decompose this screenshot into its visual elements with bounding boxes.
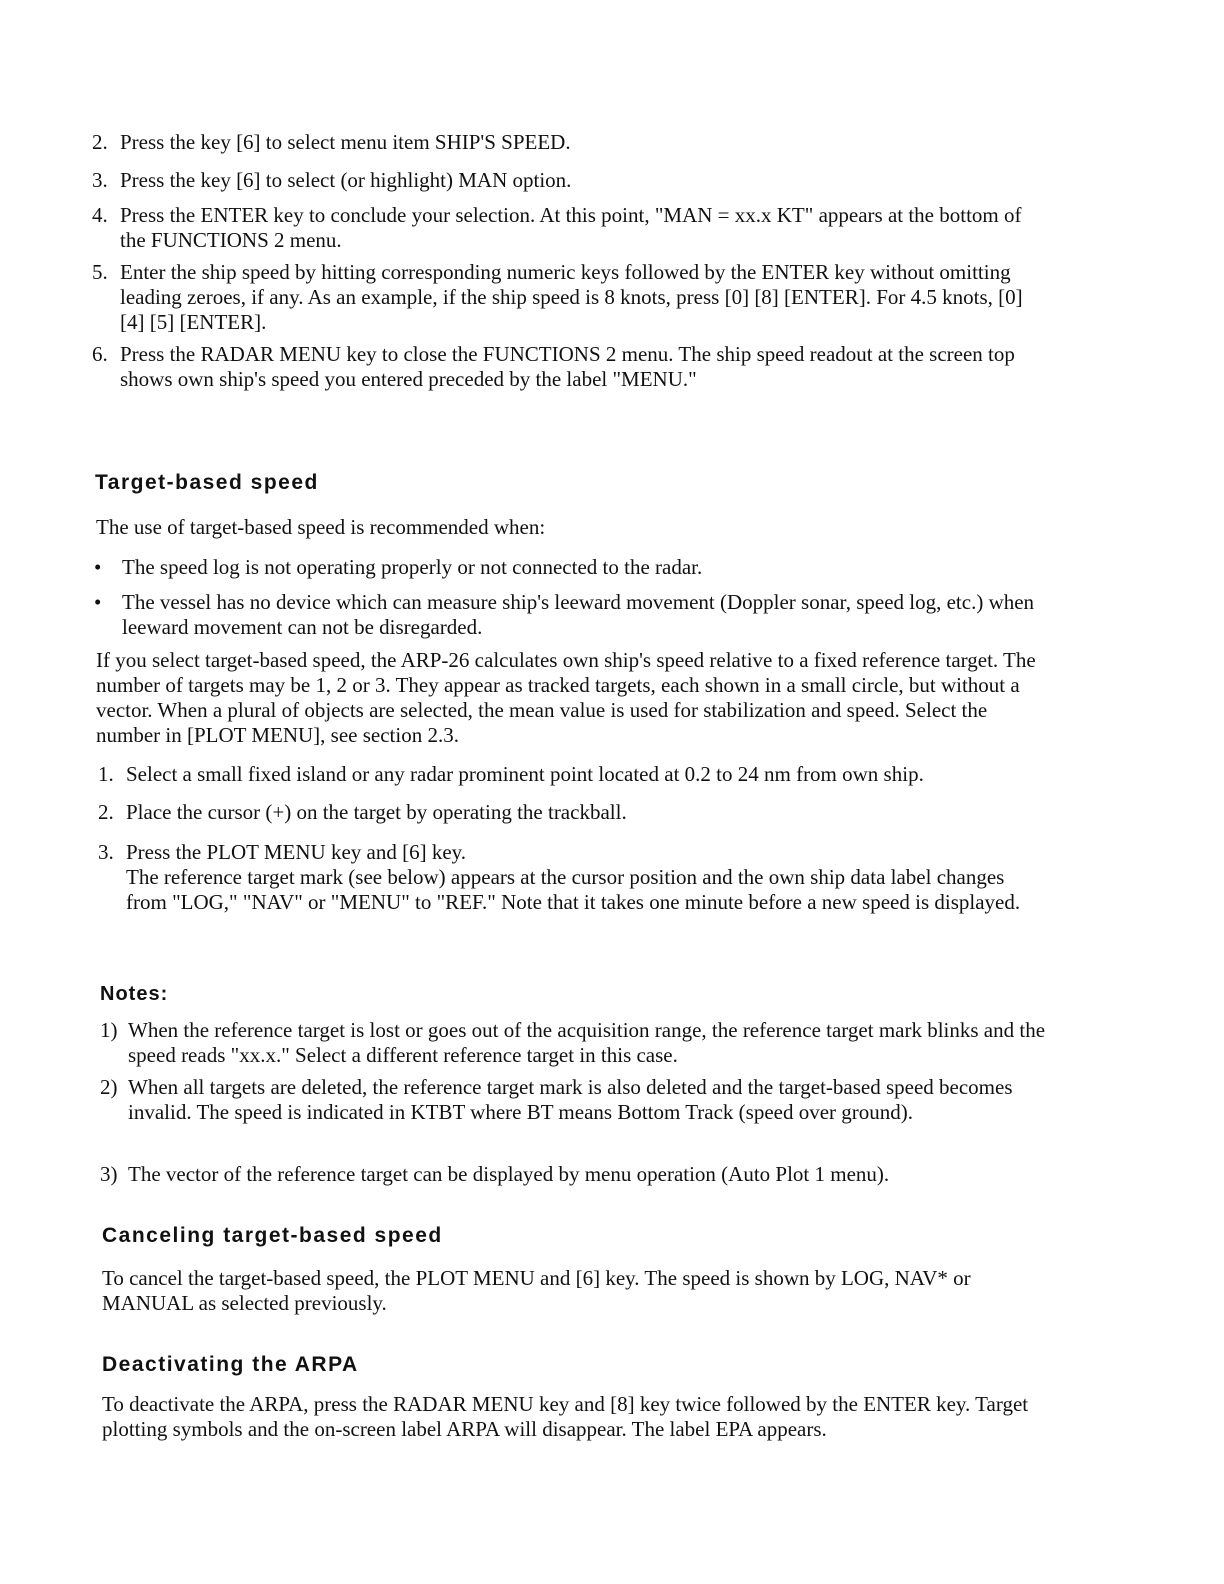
step-number: 5. bbox=[92, 260, 108, 284]
step-text: Select a small fixed island or any radar prominent point located at 0.2 to 24 nm from own ship. bbox=[126, 762, 924, 786]
note-number: 1) bbox=[100, 1018, 118, 1042]
step-text: Place the cursor (+) on the target by operating the trackball. bbox=[126, 800, 627, 824]
notes-heading: Notes: bbox=[100, 983, 169, 1005]
step-number: 3. bbox=[92, 168, 108, 192]
step-number: 3. bbox=[98, 840, 114, 864]
note-3 bbox=[100, 1162, 1050, 1187]
note-number: 2) bbox=[100, 1075, 118, 1099]
step-number: 2. bbox=[92, 130, 108, 154]
note-text: The vector of the reference target can be displayed by menu operation (Auto Plot 1 menu). bbox=[128, 1162, 890, 1186]
step-text: Press the PLOT MENU key and [6] key. bbox=[126, 840, 467, 864]
target-step-3 bbox=[98, 840, 1048, 915]
step-4 bbox=[92, 203, 1042, 253]
step-2 bbox=[92, 130, 1042, 155]
step-text: Press the key [6] to select menu item SHIP'S SPEED. bbox=[120, 130, 571, 154]
bullet-item bbox=[92, 555, 1042, 580]
bullet-item bbox=[92, 590, 1042, 640]
note-text: When all targets are deleted, the reference target mark is also deleted and the target-based speed becomes invalid. The speed is indicated in KTBT where BT means Bottom Track (speed over ground). bbox=[128, 1075, 1013, 1124]
deactivating-paragraph: To deactivate the ARPA, press the RADAR MENU key and [8] key twice followed by the ENTER key. Target plotting symbols and the on-screen label ARPA will disappear. The label EPA appears. bbox=[102, 1392, 1029, 1441]
step-number: 1. bbox=[98, 762, 114, 786]
bullet-text: The speed log is not operating properly or not connected to the radar. bbox=[122, 555, 703, 579]
step-5 bbox=[92, 260, 1042, 335]
bullet-icon: • bbox=[94, 555, 102, 579]
section-heading-target-based-speed: Target-based speed bbox=[95, 471, 319, 494]
section-heading-deactivating: Deactivating the ARPA bbox=[102, 1353, 359, 1376]
step-detail: The reference target mark (see below) appears at the cursor position and the own ship data label changes from "LOG," "NAV" or "MENU" to "REF." Note that it takes one minute before a new speed is displayed. bbox=[126, 865, 1021, 914]
step-3 bbox=[92, 168, 1042, 193]
step-text: Press the RADAR MENU key to close the FUNCTIONS 2 menu. The ship speed readout at the screen top shows own ship's speed you entered preceded by the label "MENU." bbox=[120, 342, 1015, 391]
target-based-paragraph: If you select target-based speed, the ARP-26 calculates own ship's speed relative to a fixed reference target. The number of targets may be 1, 2 or 3. They appear as tracked targets, each shown in a small circle, but without a vector. When a plural of objects are selected, the mean value is used for stabilization and speed. Select the number in [PLOT MENU], see section 2.3. bbox=[96, 648, 1036, 747]
note-2 bbox=[100, 1075, 1050, 1125]
canceling-paragraph: To cancel the target-based speed, the PLOT MENU and [6] key. The speed is shown by LOG, NAV* or MANUAL as selected previously. bbox=[102, 1266, 971, 1315]
note-number: 3) bbox=[100, 1162, 118, 1186]
target-step-2 bbox=[98, 800, 1048, 825]
bullet-icon: • bbox=[94, 590, 102, 614]
note-1 bbox=[100, 1018, 1050, 1068]
step-text: Enter the ship speed by hitting corresponding numeric keys followed by the ENTER key without omitting leading zeroes, if any. As an example, if the ship speed is 8 knots, press [0] [8] [ENTER]. For 4.5 knots, [0] [4] [5] [ENTER]. bbox=[120, 260, 1023, 334]
step-number: 4. bbox=[92, 203, 108, 227]
note-text: When the reference target is lost or goes out of the acquisition range, the reference target mark blinks and the speed reads "xx.x." Select a different reference target in this case. bbox=[128, 1018, 1046, 1067]
section-heading-canceling: Canceling target-based speed bbox=[102, 1224, 443, 1247]
step-number: 6. bbox=[92, 342, 108, 366]
step-6 bbox=[92, 342, 1042, 392]
step-text: Press the key [6] to select (or highlight) MAN option. bbox=[120, 168, 572, 192]
bullet-text: The vessel has no device which can measure ship's leeward movement (Doppler sonar, speed log, etc.) when leeward movement can not be disregarded. bbox=[122, 590, 1035, 639]
step-text: Press the ENTER key to conclude your selection. At this point, "MAN = xx.x KT" appears at the bottom of the FUNCTIONS 2 menu. bbox=[120, 203, 1022, 252]
target-based-intro: The use of target-based speed is recommended when: bbox=[96, 515, 546, 539]
step-number: 2. bbox=[98, 800, 114, 824]
target-step-1 bbox=[98, 762, 1048, 787]
